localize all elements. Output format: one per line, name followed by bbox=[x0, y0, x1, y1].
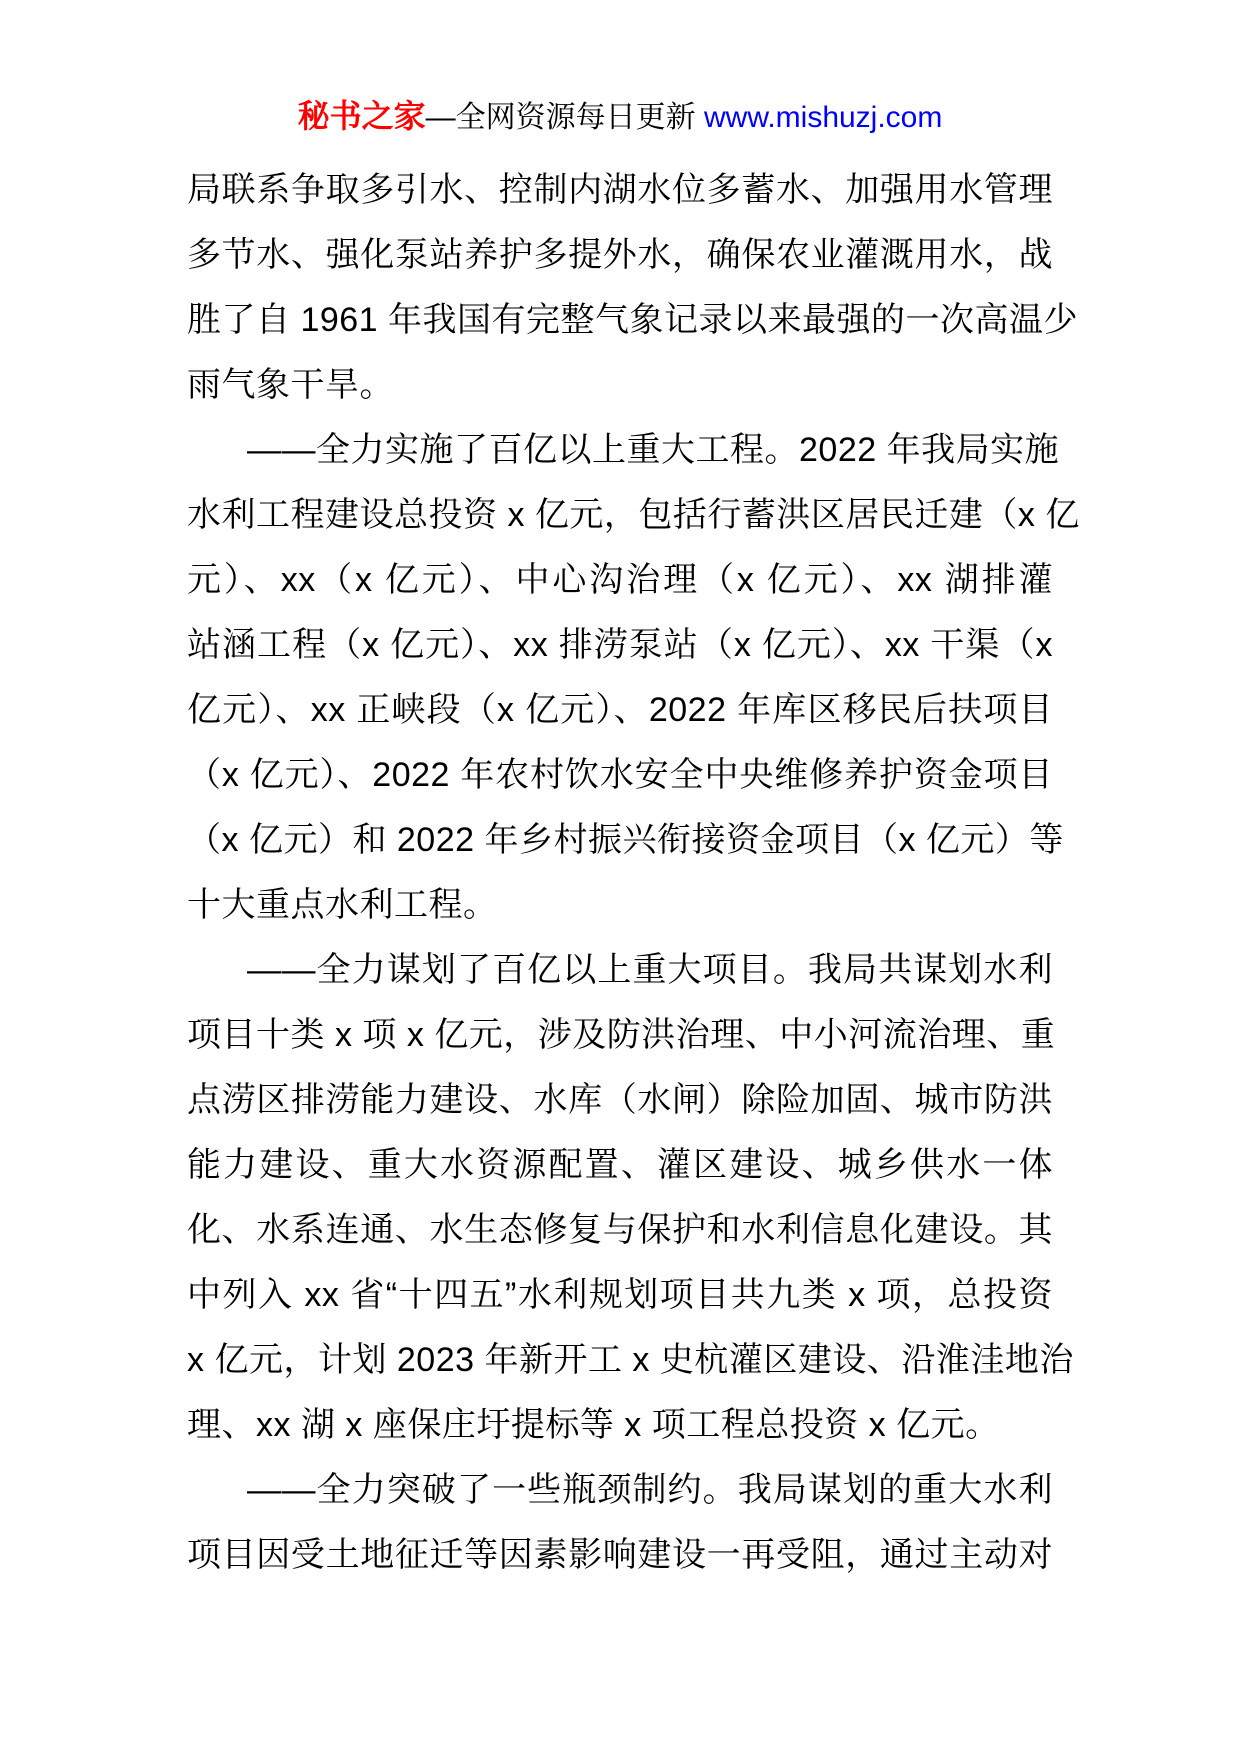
text-line: ——全力谋划了百亿以上重大项目。我局共谋划水利 bbox=[247, 951, 1053, 989]
text-line: （x 亿元）、2022 年农村饮水安全中央维修养护资金项目 bbox=[187, 756, 1053, 794]
text-line: 十大重点水利工程。 bbox=[187, 886, 498, 924]
text-line: 项目十类 x 项 x 亿元，涉及防洪治理、中小河流治理、重 bbox=[187, 1016, 1056, 1054]
text-line: 点涝区排涝能力建设、水库（水闸）除险加固、城市防洪 bbox=[187, 1081, 1053, 1119]
text-line: 化、水系连通、水生态修复与保护和水利信息化建设。其 bbox=[187, 1211, 1053, 1249]
paragraph-2 bbox=[187, 418, 1080, 938]
text-line: 元）、xx（x 亿元）、中心沟治理（x 亿元）、xx 湖排灌 bbox=[187, 561, 1053, 599]
paragraph-1 bbox=[187, 158, 1079, 418]
paragraph-3 bbox=[187, 938, 1074, 1458]
text-line: x 亿元，计划 2023 年新开工 x 史杭灌区建设、沿淮洼地治 bbox=[187, 1341, 1074, 1379]
text-line: 亿元）、xx 正峡段（x 亿元）、2022 年库区移民后扶项目 bbox=[187, 691, 1053, 729]
text-line: 能力建设、重大水资源配置、灌区建设、城乡供水一体 bbox=[187, 1146, 1053, 1184]
site-url-link[interactable]: www.mishuzj.com bbox=[703, 101, 943, 134]
text-line: 多节水、强化泵站养护多提外水，确保农业灌溉用水，战 bbox=[187, 236, 1053, 274]
text-line: 站涵工程（x 亿元）、xx 排涝泵站（x 亿元）、xx 干渠（x bbox=[187, 626, 1053, 664]
text-line: 局联系争取多引水、控制内湖水位多蓄水、加强用水管理 bbox=[187, 171, 1053, 209]
text-line: （x 亿元）和 2022 年乡村振兴衔接资金项目（x 亿元）等 bbox=[187, 821, 1064, 859]
text-line: ——全力实施了百亿以上重大工程。2022 年我局实施 bbox=[247, 431, 1060, 469]
text-line: 理、xx 湖 x 座保庄圩提标等 x 项工程总投资 x 亿元。 bbox=[187, 1406, 1000, 1444]
page-header bbox=[0, 96, 1240, 138]
text-line: 雨气象干旱。 bbox=[187, 366, 394, 404]
document-body bbox=[187, 158, 1080, 1588]
site-brand-text: 秘书之家 bbox=[297, 98, 426, 134]
text-line: 胜了自 1961 年我国有完整气象记录以来最强的一次高温少 bbox=[187, 301, 1079, 339]
paragraph-4 bbox=[187, 1458, 1053, 1588]
text-line: 中列入 xx 省“十四五”水利规划项目共九类 x 项，总投资 bbox=[187, 1276, 1053, 1314]
text-line: ——全力突破了一些瓶颈制约。我局谋划的重大水利 bbox=[247, 1471, 1053, 1509]
site-tagline: —全网资源每日更新 bbox=[425, 101, 704, 134]
text-line: 项目因受土地征迁等因素影响建设一再受阻，通过主动对 bbox=[187, 1536, 1053, 1574]
text-line: 水利工程建设总投资 x 亿元，包括行蓄洪区居民迁建（x 亿 bbox=[187, 496, 1080, 534]
